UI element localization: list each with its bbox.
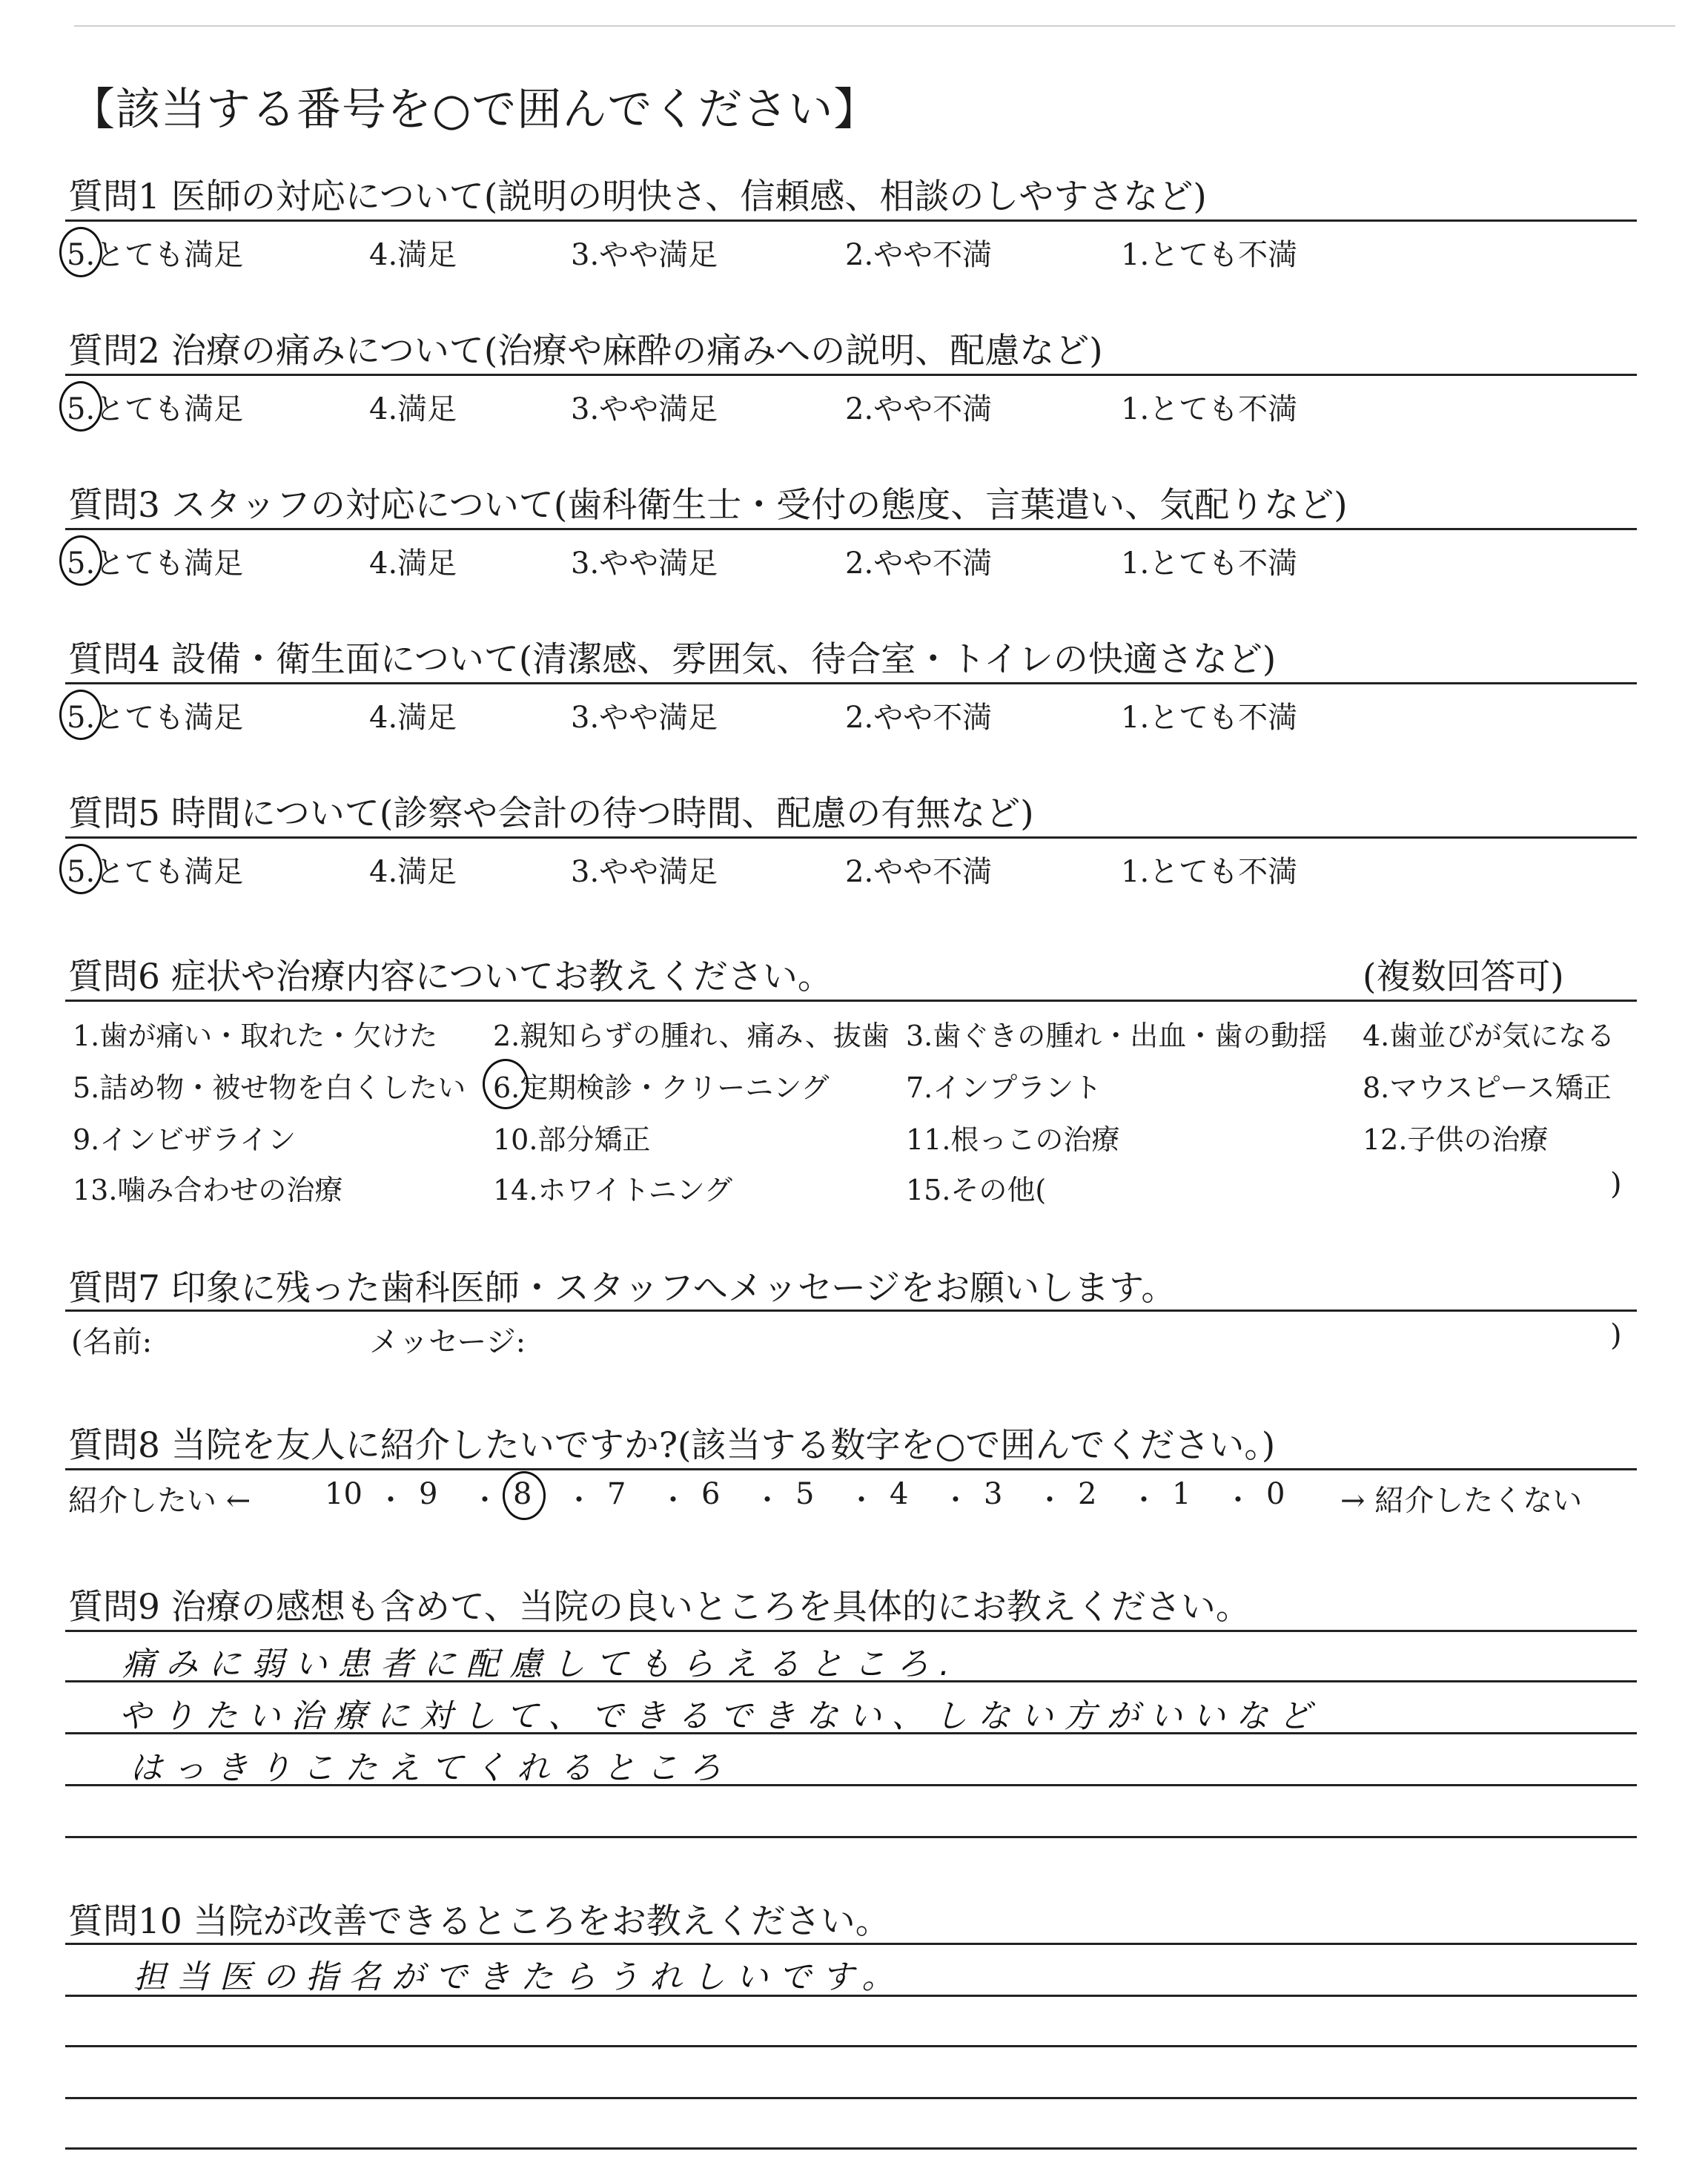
q8-separator: ・ bbox=[565, 1484, 594, 1516]
q10-answer-line-1: 担当医の指名ができたらうれしいです。 bbox=[133, 1958, 905, 1996]
q6-option-1[interactable]: 1.歯が痛い・取れた・欠けた bbox=[73, 1020, 438, 1052]
q7-rule bbox=[65, 1309, 1637, 1312]
q7-close-paren: ) bbox=[1610, 1318, 1622, 1353]
q8-separator: ・ bbox=[1130, 1484, 1159, 1516]
q6-option-7[interactable]: 7.インプラント bbox=[906, 1071, 1102, 1104]
q8-right-label: → 紹介したくない bbox=[1340, 1484, 1583, 1518]
q9-rule-5 bbox=[65, 1836, 1637, 1838]
q2-option-5[interactable]: 5.とても満足 bbox=[67, 392, 244, 426]
q9-heading: 質問9 治療の感想も含めて、当院の良いところを具体的にお教えください。 bbox=[68, 1587, 1251, 1628]
q1-option-5[interactable]: 5.とても満足 bbox=[67, 238, 244, 272]
q8-separator: ・ bbox=[1224, 1484, 1253, 1516]
q7-heading: 質問7 印象に残った歯科医師・スタッフへメッセージをお願いします。 bbox=[68, 1268, 1176, 1309]
q4-option-3[interactable]: 3.やや満足 bbox=[571, 701, 718, 735]
q10-heading: 質問10 当院が改善できるところをお教えください。 bbox=[68, 1901, 890, 1942]
q1-option-2[interactable]: 2.やや不満 bbox=[845, 238, 993, 272]
q6-rule bbox=[65, 1000, 1637, 1002]
q8-separator: ・ bbox=[1036, 1484, 1065, 1516]
q1-option-1[interactable]: 1.とても不満 bbox=[1121, 238, 1298, 272]
q4-option-5[interactable]: 5.とても満足 bbox=[67, 701, 244, 735]
q10-rule-4 bbox=[65, 2097, 1637, 2099]
page-title: 【該当する番号を○で囲んでください】 bbox=[70, 84, 879, 136]
q6-heading: 質問6 症状や治療内容についてお教えください。 bbox=[68, 957, 833, 997]
q6-option-3[interactable]: 3.歯ぐきの腫れ・出血・歯の動揺 bbox=[906, 1020, 1328, 1052]
q8-separator: ・ bbox=[941, 1484, 970, 1516]
q4-selection-circle bbox=[59, 690, 102, 740]
q10-rule-1 bbox=[65, 1943, 1637, 1945]
q9-rule-1 bbox=[65, 1630, 1637, 1632]
q10-rule-5 bbox=[65, 2147, 1637, 2150]
q1-heading: 質問1 医師の対応について(説明の明快さ、信頼感、相談のしやすさなど) bbox=[68, 176, 1207, 217]
q2-selection-circle bbox=[59, 381, 102, 432]
q8-separator: ・ bbox=[847, 1484, 876, 1516]
q8-rule bbox=[65, 1468, 1637, 1470]
q6-option-8[interactable]: 8.マウスピース矯正 bbox=[1363, 1071, 1612, 1104]
q2-option-4[interactable]: 4.満足 bbox=[369, 392, 457, 426]
q3-option-2[interactable]: 2.やや不満 bbox=[845, 546, 993, 581]
q8-separator: ・ bbox=[377, 1484, 406, 1516]
q2-option-3[interactable]: 3.やや満足 bbox=[571, 392, 718, 426]
q6-option-5[interactable]: 5.詰め物・被せ物を白くしたい bbox=[73, 1071, 466, 1104]
q8-separator: ・ bbox=[753, 1484, 782, 1516]
q8-score-0[interactable]: 0 bbox=[1266, 1477, 1285, 1511]
q8-separator: ・ bbox=[471, 1484, 500, 1516]
q7-message-label: メッセージ: bbox=[369, 1325, 526, 1359]
q4-heading: 質問4 設備・衛生面について(清潔感、雰囲気、待合室・トイレの快適さなど) bbox=[68, 639, 1277, 680]
q6-selection-circle bbox=[483, 1059, 529, 1109]
q3-option-1[interactable]: 1.とても不満 bbox=[1121, 546, 1298, 581]
q6-option-15[interactable]: 15.その他( bbox=[906, 1174, 1047, 1206]
q6-note: (複数回答可) bbox=[1363, 957, 1564, 997]
q5-heading: 質問5 時間について(診察や会計の待つ時間、配慮の有無など) bbox=[68, 793, 1034, 834]
q6-option-4[interactable]: 4.歯並びが気になる bbox=[1363, 1020, 1615, 1052]
q2-option-1[interactable]: 1.とても不満 bbox=[1121, 392, 1298, 426]
q8-score-4[interactable]: 4 bbox=[890, 1477, 909, 1511]
q8-heading: 質問8 当院を友人に紹介したいですか?(該当する数字を○で囲んでください。) bbox=[68, 1425, 1276, 1466]
q6-other-close-paren: ) bbox=[1610, 1167, 1622, 1201]
q8-score-8[interactable]: 8 bbox=[513, 1477, 532, 1511]
q8-score-6[interactable]: 6 bbox=[701, 1477, 721, 1511]
q5-option-2[interactable]: 2.やや不満 bbox=[845, 855, 993, 889]
q8-separator: ・ bbox=[659, 1484, 688, 1516]
q4-rule bbox=[65, 682, 1637, 684]
q2-rule bbox=[65, 374, 1637, 376]
q5-selection-circle bbox=[59, 844, 102, 894]
q3-option-4[interactable]: 4.満足 bbox=[369, 546, 457, 581]
q6-option-13[interactable]: 13.噛み合わせの治療 bbox=[73, 1174, 343, 1206]
q4-option-4[interactable]: 4.満足 bbox=[369, 701, 457, 735]
q1-selection-circle bbox=[59, 227, 102, 277]
q8-score-9[interactable]: 9 bbox=[419, 1477, 438, 1511]
q4-option-1[interactable]: 1.とても不満 bbox=[1121, 701, 1298, 735]
q1-option-4[interactable]: 4.満足 bbox=[369, 238, 457, 272]
q6-option-11[interactable]: 11.根っこの治療 bbox=[906, 1123, 1120, 1156]
q6-option-14[interactable]: 14.ホワイトニング bbox=[493, 1174, 733, 1206]
q8-score-7[interactable]: 7 bbox=[607, 1477, 626, 1511]
q5-option-4[interactable]: 4.満足 bbox=[369, 855, 457, 889]
q10-rule-3 bbox=[65, 2045, 1637, 2047]
q7-name-label: (名前: bbox=[71, 1325, 153, 1359]
q8-selection-circle bbox=[503, 1471, 546, 1520]
q3-option-3[interactable]: 3.やや満足 bbox=[571, 546, 718, 581]
q5-option-5[interactable]: 5.とても満足 bbox=[67, 855, 244, 889]
q8-left-label: 紹介したい ← bbox=[68, 1484, 251, 1518]
q8-score-1[interactable]: 1 bbox=[1172, 1477, 1191, 1511]
q2-option-2[interactable]: 2.やや不満 bbox=[845, 392, 993, 426]
q6-option-6[interactable]: 6.定期検診・クリーニング bbox=[493, 1071, 830, 1104]
q5-option-3[interactable]: 3.やや満足 bbox=[571, 855, 718, 889]
q8-score-2[interactable]: 2 bbox=[1078, 1477, 1097, 1511]
scan-top-edge bbox=[74, 25, 1675, 27]
q3-selection-circle bbox=[59, 535, 102, 586]
q6-option-10[interactable]: 10.部分矯正 bbox=[493, 1123, 651, 1156]
q8-score-3[interactable]: 3 bbox=[984, 1477, 1003, 1511]
q2-heading: 質問2 治療の痛みについて(治療や麻酔の痛みへの説明、配慮など) bbox=[68, 331, 1103, 371]
q5-rule bbox=[65, 836, 1637, 839]
q9-answer-line-2: やりたい治療に対して、できるできない、しない方がいいなど bbox=[119, 1697, 1322, 1735]
q8-score-10[interactable]: 10 bbox=[325, 1477, 363, 1511]
q6-option-12[interactable]: 12.子供の治療 bbox=[1363, 1123, 1549, 1156]
q3-rule bbox=[65, 528, 1637, 530]
q6-option-2[interactable]: 2.親知らずの腫れ、痛み、抜歯 bbox=[493, 1020, 890, 1052]
q6-option-9[interactable]: 9.インビザライン bbox=[73, 1123, 297, 1156]
q9-answer-line-1: 痛みに弱い患者に配慮してもらえるところ. bbox=[122, 1645, 960, 1683]
q3-option-5[interactable]: 5.とても満足 bbox=[67, 546, 244, 581]
q3-heading: 質問3 スタッフの対応について(歯科衛生士・受付の態度、言葉遣い、気配りなど) bbox=[68, 485, 1348, 526]
q5-option-1[interactable]: 1.とても不満 bbox=[1121, 855, 1298, 889]
q1-option-3[interactable]: 3.やや満足 bbox=[571, 238, 718, 272]
q8-score-5[interactable]: 5 bbox=[795, 1477, 815, 1511]
q1-rule bbox=[65, 219, 1637, 222]
q9-answer-line-3: はっきりこたえてくれるところ bbox=[130, 1749, 732, 1787]
q4-option-2[interactable]: 2.やや不満 bbox=[845, 701, 993, 735]
